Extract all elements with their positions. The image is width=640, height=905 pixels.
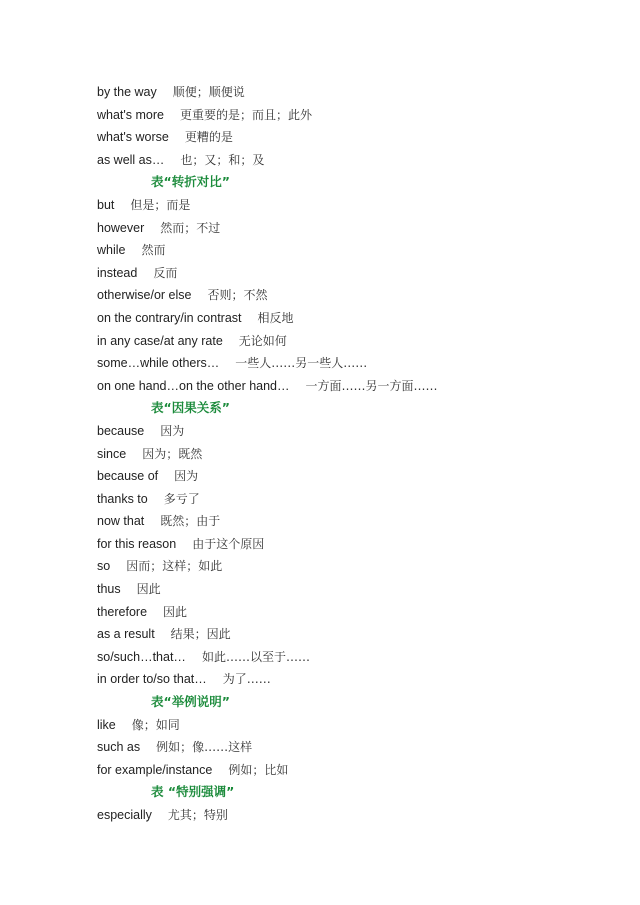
english-phrase: however [97,220,145,235]
phrase-row [97,104,617,127]
section-heading: 表 “特别强调” [151,784,235,800]
chinese-meaning: 但是；而是 [130,197,191,212]
english-phrase: but [97,197,115,212]
english-phrase: what's worse [97,130,169,145]
chinese-meaning: 更糟的是 [184,130,233,145]
chinese-meaning: 一方面……另一方面…… [305,378,438,393]
english-phrase: so/such…that… [97,649,186,664]
phrase-row [97,217,617,240]
english-phrase: as well as… [97,152,165,167]
chinese-meaning: 因此 [163,604,188,619]
phrase-row [97,601,617,624]
chinese-meaning: 例如；比如 [228,762,289,777]
english-phrase: because [97,423,145,438]
phrase-row [97,81,617,104]
phrase-row [97,443,617,466]
english-phrase: so [97,559,111,574]
chinese-meaning: 既然；由于 [160,514,221,529]
english-phrase: thus [97,582,121,597]
chinese-meaning: 为了…… [222,672,271,687]
english-phrase: while [97,243,126,258]
chinese-meaning: 例如；像……这样 [156,740,253,755]
phrase-row [97,262,617,285]
english-phrase: therefore [97,604,148,619]
chinese-meaning: 然而；不过 [160,220,221,235]
phrase-row [97,555,617,578]
english-phrase: on one hand…on the other hand… [97,378,290,393]
chinese-meaning: 顺便；顺便说 [172,85,245,99]
chinese-meaning: 由于这个原因 [192,536,265,551]
phrase-row [97,578,617,601]
section-heading: 表“因果关系” [151,400,230,416]
phrase-row [97,307,617,330]
phrase-row [97,759,617,782]
chinese-meaning: 结果；因此 [170,627,231,642]
section-heading: 表“转折对比” [151,174,230,190]
chinese-meaning: 无论如何 [238,333,287,348]
english-phrase: otherwise/or else [97,288,192,303]
english-phrase: for this reason [97,536,177,551]
chinese-meaning: 更重要的是；而且；此外 [180,107,313,122]
phrase-row [97,239,617,262]
chinese-meaning: 因为 [160,423,185,438]
chinese-meaning: 多亏了 [163,491,200,506]
chinese-meaning: 否则；不然 [207,288,268,303]
phrase-row [97,623,617,646]
english-phrase: some…while others… [97,356,220,371]
phrase-row [97,194,617,217]
phrase-row [97,488,617,511]
phrase-row [97,149,617,172]
english-phrase: what's more [97,107,164,122]
phrase-row [97,714,617,737]
chinese-meaning: 尤其；特别 [167,808,228,822]
chinese-meaning: 因而；这样；如此 [126,559,223,574]
english-phrase: thanks to [97,491,148,506]
english-phrase: since [97,446,127,461]
english-phrase: such as [97,740,141,755]
phrase-row [97,533,617,556]
english-phrase: instead [97,265,138,280]
english-phrase: as a result [97,627,155,642]
english-phrase: for example/instance [97,762,213,777]
phrase-row [97,736,617,759]
english-phrase: in any case/at any rate [97,333,223,348]
english-phrase: by the way [97,85,157,99]
phrase-row [97,375,617,398]
chinese-meaning: 一些人……另一些人…… [235,356,368,371]
chinese-meaning: 因为 [174,469,199,484]
chinese-meaning: 像；如同 [131,717,180,732]
english-phrase: now that [97,514,145,529]
phrase-row [97,352,617,375]
chinese-meaning: 相反地 [257,310,294,325]
phrase-row [97,804,617,827]
phrase-row [97,646,617,669]
english-phrase: especially [97,808,152,822]
section-heading: 表“举例说明” [151,694,230,710]
phrase-row [97,420,617,443]
english-phrase: like [97,717,116,732]
chinese-meaning: 如此……以至于…… [201,649,310,664]
phrase-list [97,81,617,827]
phrase-row [97,126,617,149]
english-phrase: in order to/so that… [97,672,207,687]
phrase-row [97,465,617,488]
chinese-meaning: 然而 [141,243,166,258]
chinese-meaning: 也；又；和；及 [180,152,265,167]
phrase-row [97,510,617,533]
english-phrase: because of [97,469,159,484]
phrase-row [97,284,617,307]
chinese-meaning: 因为；既然 [142,446,203,461]
phrase-row [97,330,617,353]
chinese-meaning: 因此 [136,582,161,597]
phrase-row [97,668,617,691]
chinese-meaning: 反而 [153,265,178,280]
english-phrase: on the contrary/in contrast [97,310,242,325]
